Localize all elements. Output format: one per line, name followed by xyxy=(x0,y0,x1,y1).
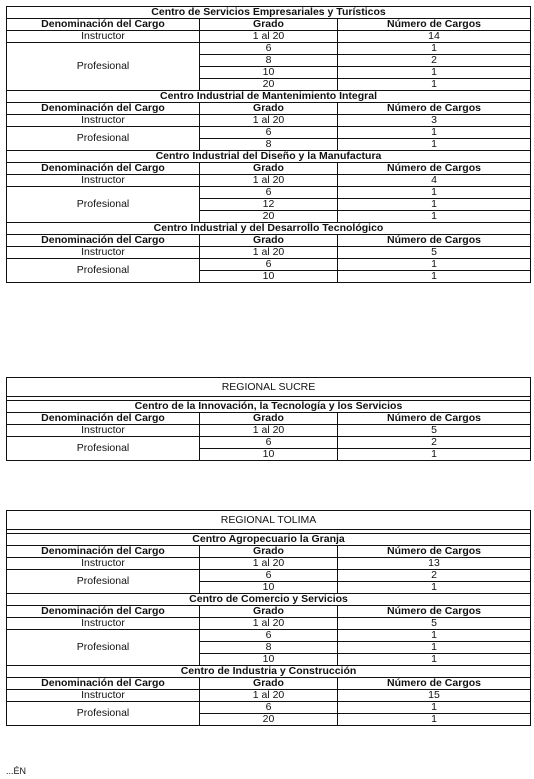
grado-cell: 6 xyxy=(200,259,338,271)
numero-cell: 4 xyxy=(338,175,531,187)
cargo-cell: Profesional xyxy=(7,259,200,283)
numero-cell: 14 xyxy=(338,31,531,43)
center-row xyxy=(7,7,531,19)
grado-cell: 10 xyxy=(200,449,338,461)
header-grado: Grado xyxy=(200,606,338,618)
grado-cell: 1 al 20 xyxy=(200,175,338,187)
grado-cell: 20 xyxy=(200,211,338,223)
header-numero: Número de Cargos xyxy=(338,546,531,558)
numero-cell: 1 xyxy=(338,654,531,666)
header-numero: Número de Cargos xyxy=(338,606,531,618)
table-row xyxy=(7,702,531,714)
numero-cell: 1 xyxy=(338,259,531,271)
cargo-cell: Instructor xyxy=(7,425,200,437)
numero-cell: 1 xyxy=(338,67,531,79)
cargo-cell: Instructor xyxy=(7,690,200,702)
header-row xyxy=(7,163,531,175)
grado-cell: 1 al 20 xyxy=(200,558,338,570)
grado-cell: 6 xyxy=(200,187,338,199)
table-row xyxy=(7,618,531,630)
numero-cell: 5 xyxy=(338,247,531,259)
region-title: REGIONAL TOLIMA xyxy=(7,511,531,530)
center-row xyxy=(7,534,531,546)
cargo-cell: Instructor xyxy=(7,247,200,259)
regional-tolima-block xyxy=(6,510,530,766)
header-grado: Grado xyxy=(200,103,338,115)
grado-cell: 12 xyxy=(200,199,338,211)
grado-cell: 8 xyxy=(200,139,338,151)
numero-cell: 1 xyxy=(338,642,531,654)
table-row xyxy=(7,175,531,187)
numero-cell: 5 xyxy=(338,425,531,437)
table-row xyxy=(7,115,531,127)
header-row xyxy=(7,413,531,425)
header-numero: Número de Cargos xyxy=(338,235,531,247)
numero-cell: 1 xyxy=(338,43,531,55)
numero-cell: 1 xyxy=(338,714,531,726)
cargo-cell: Instructor xyxy=(7,31,200,43)
positions-table xyxy=(6,510,531,726)
header-row xyxy=(7,19,531,31)
table-row xyxy=(7,31,531,43)
grado-cell: 10 xyxy=(200,654,338,666)
grado-cell: 1 al 20 xyxy=(200,618,338,630)
table-row xyxy=(7,187,531,199)
grado-cell: 10 xyxy=(200,271,338,283)
header-grado: Grado xyxy=(200,678,338,690)
grado-cell: 6 xyxy=(200,43,338,55)
header-cargo: Denominación del Cargo xyxy=(7,678,200,690)
header-grado: Grado xyxy=(200,413,338,425)
center-title: Centro de Industria y Construcción xyxy=(7,666,531,678)
center-row xyxy=(7,401,531,413)
header-cargo: Denominación del Cargo xyxy=(7,103,200,115)
header-row xyxy=(7,103,531,115)
grado-cell: 6 xyxy=(200,630,338,642)
grado-cell: 1 al 20 xyxy=(200,31,338,43)
header-cargo: Denominación del Cargo xyxy=(7,606,200,618)
header-row xyxy=(7,678,531,690)
header-row xyxy=(7,235,531,247)
regional-sucre-block xyxy=(6,377,530,475)
grado-cell: 10 xyxy=(200,67,338,79)
cargo-cell: Instructor xyxy=(7,115,200,127)
table-row xyxy=(7,630,531,642)
table-row xyxy=(7,690,531,702)
positions-table xyxy=(6,6,531,283)
numero-cell: 1 xyxy=(338,211,531,223)
grado-cell: 1 al 20 xyxy=(200,247,338,259)
header-grado: Grado xyxy=(200,19,338,31)
grado-cell: 10 xyxy=(200,582,338,594)
grado-cell: 8 xyxy=(200,55,338,67)
numero-cell: 1 xyxy=(338,702,531,714)
header-cargo: Denominación del Cargo xyxy=(7,235,200,247)
center-title: Centro de Servicios Empresariales y Turísticos xyxy=(7,7,531,19)
cargo-cell: Profesional xyxy=(7,127,200,151)
header-numero: Número de Cargos xyxy=(338,413,531,425)
grado-cell: 6 xyxy=(200,702,338,714)
cargo-cell: Instructor xyxy=(7,558,200,570)
grado-cell: 8 xyxy=(200,642,338,654)
center-row xyxy=(7,223,531,235)
numero-cell: 1 xyxy=(338,187,531,199)
header-cargo: Denominación del Cargo xyxy=(7,19,200,31)
numero-cell: 1 xyxy=(338,271,531,283)
region-row xyxy=(7,511,531,530)
table-row xyxy=(7,570,531,582)
numero-cell: 1 xyxy=(338,139,531,151)
table-row xyxy=(7,43,531,55)
numero-cell: 2 xyxy=(338,437,531,449)
numero-cell: 2 xyxy=(338,570,531,582)
header-row xyxy=(7,606,531,618)
center-title: Centro Industrial y del Desarrollo Tecnológico xyxy=(7,223,531,235)
numero-cell: 1 xyxy=(338,199,531,211)
table-row xyxy=(7,259,531,271)
region-row xyxy=(7,378,531,397)
table-row xyxy=(7,425,531,437)
numero-cell: 1 xyxy=(338,79,531,91)
grado-cell: 1 al 20 xyxy=(200,115,338,127)
numero-cell: 3 xyxy=(338,115,531,127)
header-grado: Grado xyxy=(200,235,338,247)
table-block-1 xyxy=(6,6,530,346)
center-title: Centro Industrial de Mantenimiento Integral xyxy=(7,91,531,103)
cargo-cell: Profesional xyxy=(7,570,200,594)
center-title: Centro Industrial del Diseño y la Manufactura xyxy=(7,151,531,163)
page-footer-fragment: ...ÉN xyxy=(6,766,27,776)
region-title: REGIONAL SUCRE xyxy=(7,378,531,397)
cargo-cell: Profesional xyxy=(7,630,200,666)
header-numero: Número de Cargos xyxy=(338,163,531,175)
numero-cell: 1 xyxy=(338,582,531,594)
grado-cell: 6 xyxy=(200,437,338,449)
cargo-cell: Profesional xyxy=(7,187,200,223)
center-title: Centro de Comercio y Servicios xyxy=(7,594,531,606)
table-row xyxy=(7,437,531,449)
header-cargo: Denominación del Cargo xyxy=(7,163,200,175)
header-cargo: Denominación del Cargo xyxy=(7,546,200,558)
header-row xyxy=(7,546,531,558)
numero-cell: 2 xyxy=(338,55,531,67)
center-title: Centro Agropecuario la Granja xyxy=(7,534,531,546)
header-numero: Número de Cargos xyxy=(338,19,531,31)
table-row xyxy=(7,127,531,139)
center-row xyxy=(7,594,531,606)
grado-cell: 6 xyxy=(200,127,338,139)
header-numero: Número de Cargos xyxy=(338,678,531,690)
positions-table xyxy=(6,377,531,461)
grado-cell: 20 xyxy=(200,714,338,726)
grado-cell: 1 al 20 xyxy=(200,690,338,702)
grado-cell: 6 xyxy=(200,570,338,582)
grado-cell: 20 xyxy=(200,79,338,91)
numero-cell: 5 xyxy=(338,618,531,630)
cargo-cell: Instructor xyxy=(7,175,200,187)
numero-cell: 1 xyxy=(338,449,531,461)
header-grado: Grado xyxy=(200,546,338,558)
header-cargo: Denominación del Cargo xyxy=(7,413,200,425)
table-row xyxy=(7,558,531,570)
numero-cell: 13 xyxy=(338,558,531,570)
numero-cell: 1 xyxy=(338,127,531,139)
center-row xyxy=(7,666,531,678)
center-row xyxy=(7,151,531,163)
cargo-cell: Profesional xyxy=(7,702,200,726)
cargo-cell: Profesional xyxy=(7,43,200,91)
header-grado: Grado xyxy=(200,163,338,175)
center-title: Centro de la Innovación, la Tecnología y los Servicios xyxy=(7,401,531,413)
table-row xyxy=(7,247,531,259)
cargo-cell: Instructor xyxy=(7,618,200,630)
header-numero: Número de Cargos xyxy=(338,103,531,115)
numero-cell: 1 xyxy=(338,630,531,642)
numero-cell: 15 xyxy=(338,690,531,702)
grado-cell: 1 al 20 xyxy=(200,425,338,437)
center-row xyxy=(7,91,531,103)
cargo-cell: Profesional xyxy=(7,437,200,461)
